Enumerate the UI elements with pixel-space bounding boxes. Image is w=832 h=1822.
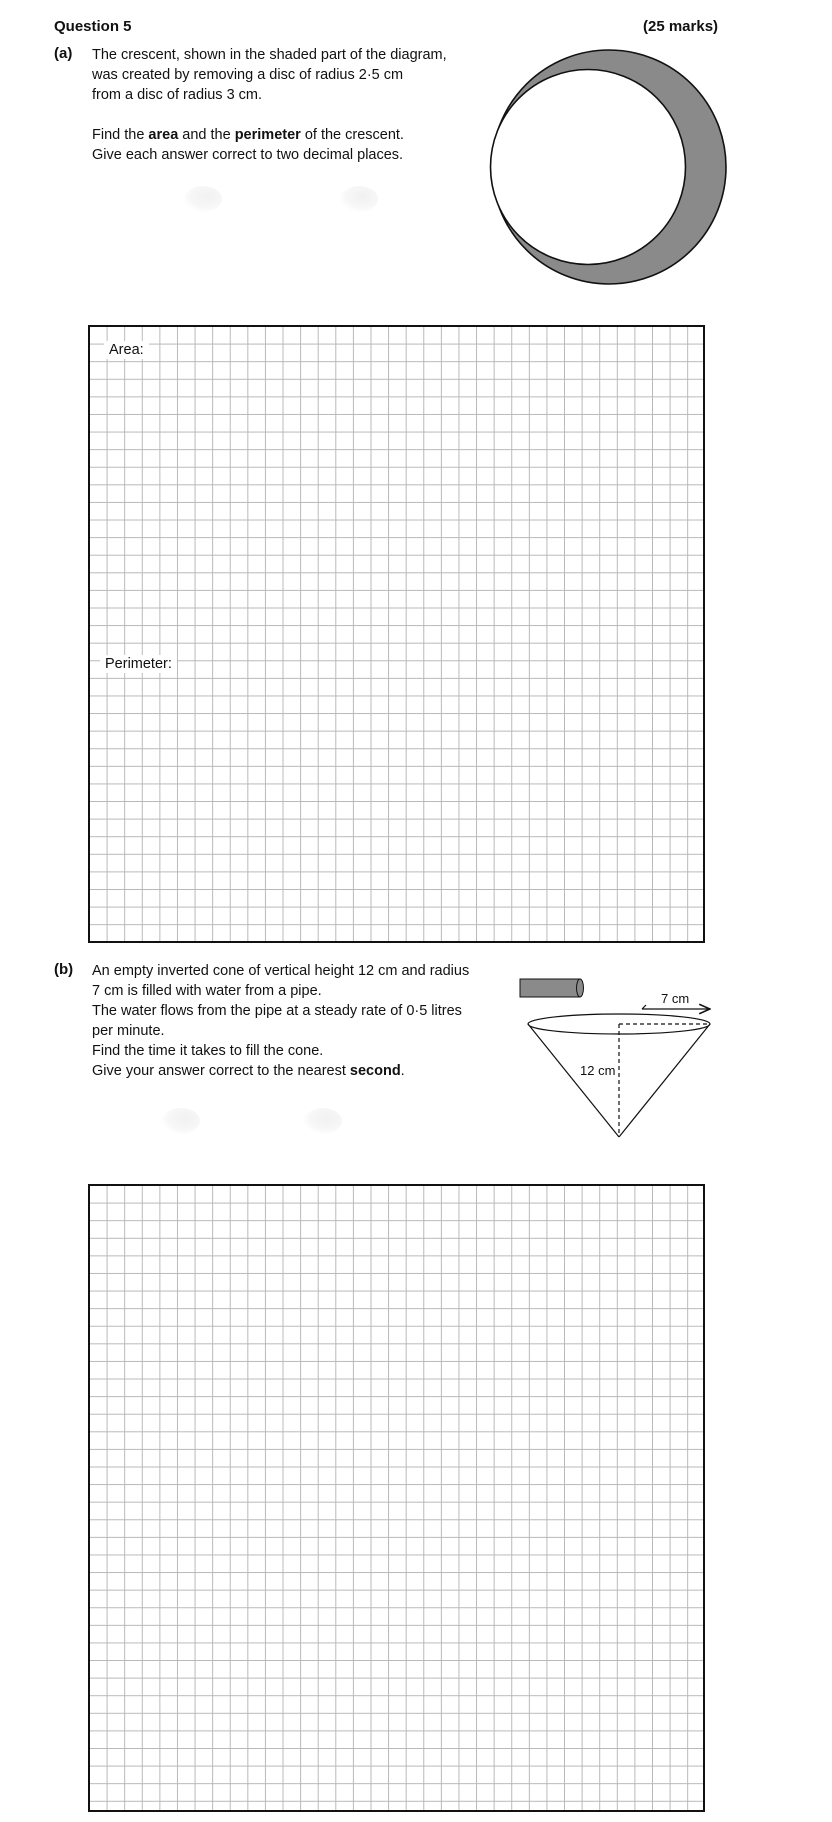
scan-smudge [184,186,222,212]
cone-diagram [510,965,720,1145]
part-a-instruction-2: Give each answer correct to two decimal places. [92,147,404,163]
inner-disc [491,70,686,265]
question-title: Question 5 [54,18,132,35]
cone-side-left [528,1024,619,1137]
scan-smudge [340,186,378,212]
part-b-line-1: An empty inverted cone of vertical height 12 cm and radius [92,963,470,979]
part-b-label: (b) [54,961,74,978]
scan-smudge [162,1108,200,1134]
part-b-line-5: Find the time it takes to fill the cone. [92,1043,324,1059]
part-b-line-4: per minute. [92,1023,165,1039]
part-a-line-2: was created by removing a disc of radius 2·5 cm [92,67,404,83]
part-a-line-1: The crescent, shown in the shaded part of the diagram, [92,47,447,63]
answer-grid-b[interactable] [88,1184,705,1812]
part-a-instruction-1: Find the area and the perimeter of the crescent. [92,127,404,143]
part-a-label: (a) [54,45,73,62]
radius-label: 7 cm [661,991,690,1006]
part-a-line-3: from a disc of radius 3 cm. [92,87,263,103]
bold-area: area [148,127,179,143]
part-b-final: Give your answer correct to the nearest second. [92,1063,405,1079]
answer-grid-a[interactable] [88,325,705,943]
perimeter-label: Perimeter: [100,655,177,673]
height-label: 12 cm [580,1063,616,1078]
part-b-text [92,961,469,1081]
part-a-text [92,45,447,165]
question-marks: (25 marks) [643,18,719,35]
part-b-line-2: 7 cm is filled with water from a pipe. [92,983,322,999]
part-b-line-3: The water flows from the pipe at a steady rate of 0·5 litres [92,1003,462,1019]
bold-second: second [349,1063,401,1079]
area-label: Area: [104,341,149,359]
cone-side-right [619,1024,710,1137]
crescent-diagram [484,42,734,292]
scan-smudge [304,1108,342,1134]
pipe [520,979,584,997]
bold-perimeter: perimeter [234,127,301,143]
